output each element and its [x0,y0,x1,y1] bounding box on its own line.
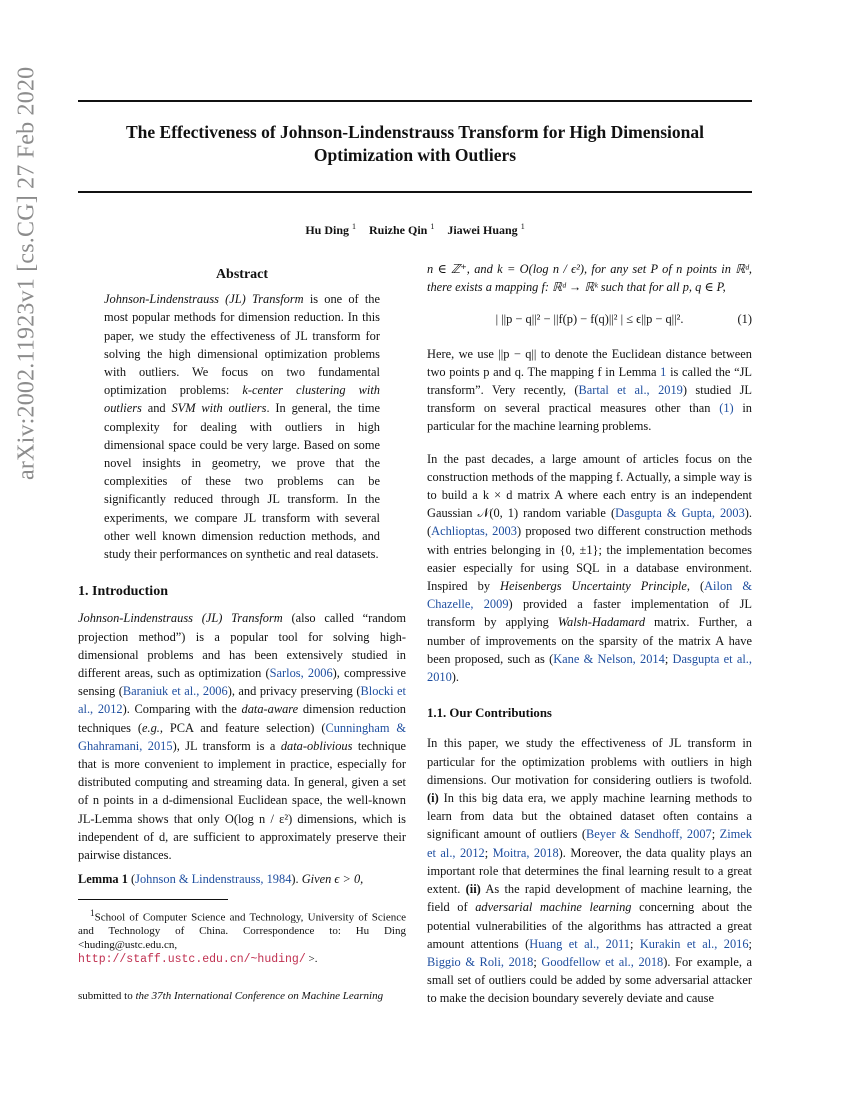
citation-link[interactable]: Cunningham & Ghahramani, 2015 [78,720,406,753]
author: Hu Ding $^1$ [305,222,356,237]
citation-link[interactable]: Dasgupta et al., 2010 [427,651,752,685]
citation-link[interactable]: Beyer & Sendhoff, 2007 [585,827,712,842]
body-paragraph: In this paper, we study the effectiveness of JL transform in particular for the optimization problems with outliers in high dimensions. Our motivation for considering outliers is twofold. (i) In this big data era, we apply machine learning methods to learn from data but the obtained dataset often contains a significant amount of outliers (Beyer & Sendhoff, 2007; Zimek et al., 2012; Moitra, 2018). Moreover, the data quality plays an important role that determines the final learning result to a great extent. (ii) As the rapid development of machine learning, the field of adversarial machine learning concerning about the potential vulnerabilities of the algorithms has attracted a great amount attentions (Huang et al., 2011; Kurakin et al., 2016; Biggio & Roli, 2018; Goodfellow et al., 2018). For example, a small set of outliers could be added by some adversarial attacker to make the decision boundary severely deviate and cause [427,736,753,1006]
section-heading-contributions: 1.1. Our Contributions [427,706,552,721]
abstract-heading: Abstract [215,267,269,282]
arxiv-stamp: arXiv:2002.11923v1 [cs.CG] 27 Feb 2020 [13,66,40,480]
author: Ruizhe Qin $^1$ [369,222,435,237]
intro-paragraph: Johnson-Lindenstrauss (JL) Transform (also called “random projection method”) is a popular tool for solving high-dimensional problems and has been extensively studied in different areas, such as optimization (Sarlos, 2006), compressive sensing (Baraniuk et al., 2006), and privacy preserving (Blocki et al., 2012). Comparing with the data-aware dimension reduction techniques (e.g., PCA and feature selection) (Cunningham & Ghahramani, 2015), JL transform is a data-oblivious technique that is more convenient to implement in practice, especially for distributed computing and streaming data. In general, given a set of n points in a d-dimensional Euclidean space, the well-known JL-Lemma shows that only O(log n / ε²) dimensions, which is independent of d, are sufficient to approximately preserve their pairwise distances. [78,611,407,863]
citation-link[interactable]: Dasgupta & Gupta, 2003 [615,506,745,521]
citation-link[interactable]: Zimek et al., 2012 [427,827,752,860]
lemma-1: Lemma 1 (Johnson & Lindenstrauss, 1984). Given ϵ > 0, [78,872,364,887]
citation-link[interactable]: Achlioptas, 2003 [431,524,517,539]
equation-number: (1) [737,312,752,327]
section-heading-introduction: 1. Introduction [78,584,168,600]
footnote-rule [78,899,228,900]
citation-link[interactable]: Huang et al., 2011 [529,936,630,951]
citation-link[interactable]: Goodfellow et al., 2018 [541,954,664,969]
left-column [78,260,406,1003]
homepage-link[interactable]: http://staff.ustc.edu.cn/~huding/ [78,953,306,967]
lemma-1-continued: n ∈ ℤ⁺, and k = O(log n / ϵ²), for any set P of n points in ℝᵈ, there exists a mapping f: ℝᵈ → ℝᵏ such that for all p, q ∈ P, [427,262,752,295]
body-paragraph: In the past decades, a large amount of articles focus on the construction methods of the mapping f. Actually, a simple way is to build a k × d matrix A where each entry is an independent Gaussian 𝒩(0, 1) random variable (Dasgupta & Gupta, 2003). (Achlioptas, 2003) proposed two different construction methods with entries belonging in {0, ±1}; the implementation becomes easier especially for using SQL in a database environment. Inspired by Heisenbergs Uncertainty Principle, (Ailon & Chazelle, 2009) provided a faster implementation of JL transform by applying Walsh-Hadamard matrix. Further, a number of improvements on the sparsity of the matrix A have been proposed, such as (Kane & Nelson, 2014; Dasgupta et al., 2010). [427,451,753,685]
paper-title: The Effectiveness of Johnson-Lindenstrauss Transform for High Dimensional Optimization with Outliers [125,122,705,165]
right-column [427,260,752,1008]
equation-body: | ||p − q||² − ||f(p) − f(q)||² | ≤ ϵ||p − q||². [495,312,684,327]
citation-link[interactable]: Ailon & Chazelle, 2009 [427,579,752,612]
abstract-body: Johnson-Lindenstrauss (JL) Transform is one of the most popular methods for dimension reduction. In this paper, we study the effectiveness of JL transform for solving the high dimensional optimization problems with outliers. We focus on two fundamental optimization problems: k-center clustering with outliers and SVM with outliers. In general, the time complexity for dealing with outliers in high dimensional space could be very large. Based on some novel insights in geometry, we prove that the complexities of these two problems can be significantly reduced through JL transform. In the experiments, we compare JL transform with several other well known dimension reduction methods, and study their performances on synthetic and real datasets. [104,292,380,562]
affiliation-footnote: $^1$School of Computer Science and Technology, University of Science and Technology of China. Correspondence to: Hu Ding <huding@ustc.edu.cn, http://staff.ustc.edu.cn/~huding/ >. [78,907,406,967]
author-list [78,222,752,238]
citation-link[interactable]: Moitra, 2018 [492,845,559,860]
equation-reference-link[interactable]: (1) [719,401,734,416]
citation-link[interactable]: Baraniuk et al., 2006 [122,684,228,699]
title-rule-bottom [78,191,752,193]
citation-link[interactable]: Johnson & Lindenstrauss, 1984 [135,872,292,887]
equation-1 [427,310,752,328]
author: Jiawei Huang $^1$ [447,222,525,237]
citation-link[interactable]: Sarlos, 2006 [269,666,333,681]
citation-link[interactable]: Blocki et al., 2012 [78,684,406,717]
citation-link[interactable]: Bartal et al., 2019 [578,383,683,398]
submission-note: submitted to the 37th International Conference on Machine Learning [78,990,384,1003]
citation-link[interactable]: Kane & Nelson, 2014 [553,651,665,666]
title-rule-top [78,100,752,102]
body-paragraph: Here, we use ||p − q|| to denote the Euclidean distance between two points p and q. The mapping f in Lemma 1 is called the “JL transform”. Very recently, (Bartal et al., 2019) studied JL transform on several practical measures other than (1) in particular for the machine learning problems. [427,346,753,434]
citation-link[interactable]: Biggio & Roli, 2018 [427,954,534,969]
citation-link[interactable]: Kurakin et al., 2016 [639,936,749,951]
lemma-reference-link[interactable]: 1 [660,364,667,379]
